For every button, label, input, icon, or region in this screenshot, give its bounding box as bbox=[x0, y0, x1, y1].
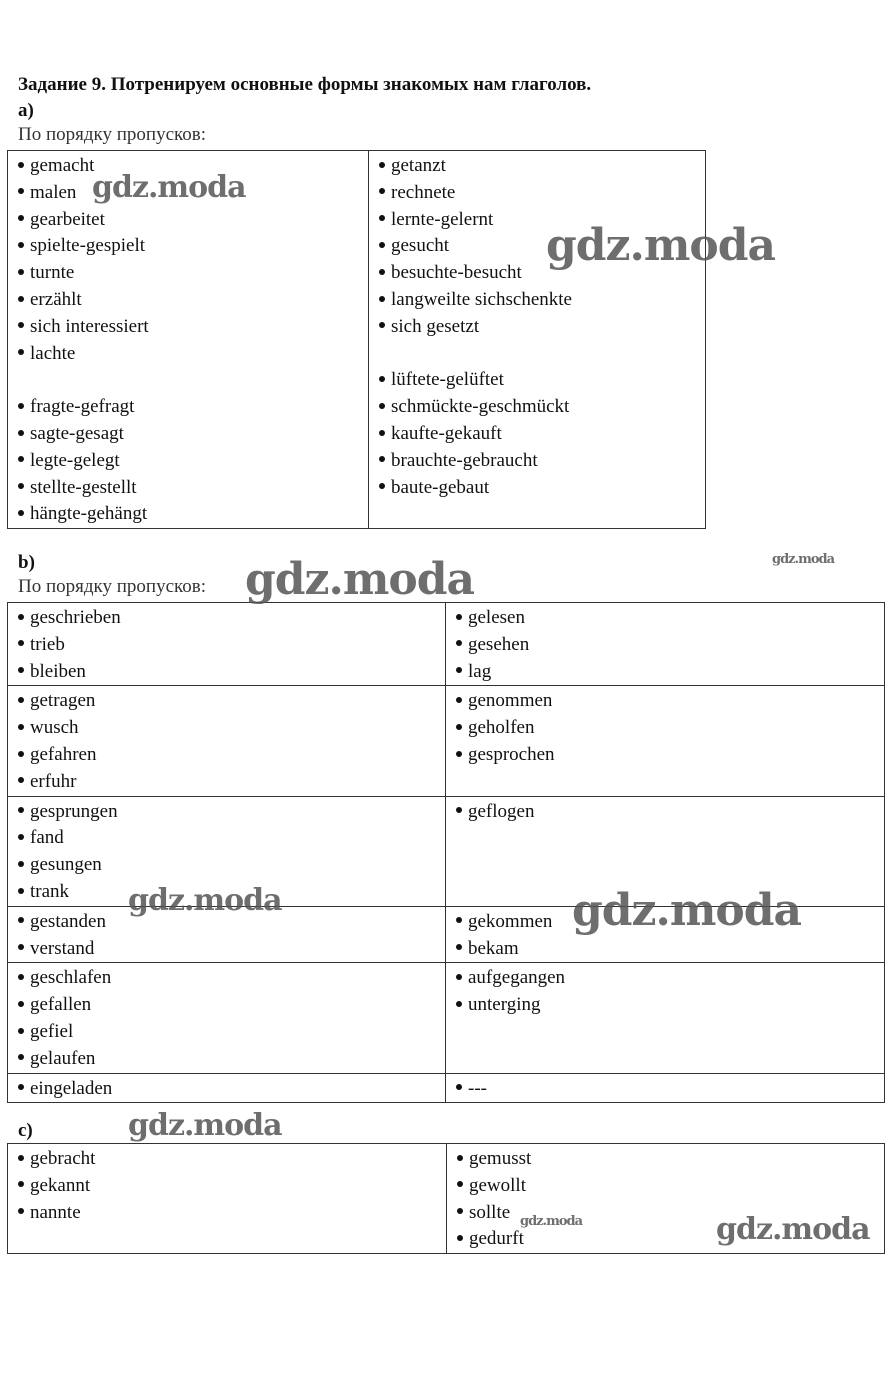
list-item-text: lachte bbox=[30, 342, 76, 364]
bullet-icon bbox=[18, 724, 24, 730]
list-item-text: stellte-gestellt bbox=[30, 476, 137, 498]
list-item bbox=[18, 632, 445, 659]
bullet-icon bbox=[457, 1208, 463, 1214]
list-item bbox=[456, 936, 884, 963]
bullet-icon bbox=[379, 456, 385, 462]
section-a-label: a) bbox=[18, 100, 34, 121]
list-item-text: besuchte-besucht bbox=[391, 262, 522, 284]
bullet-icon bbox=[379, 483, 385, 489]
list-item bbox=[18, 448, 368, 475]
list-item-text: --- bbox=[468, 1077, 487, 1099]
bullet-icon bbox=[18, 349, 24, 355]
list-item-text: gefahren bbox=[30, 743, 97, 765]
bullet-icon bbox=[18, 777, 24, 783]
section-c-label: c) bbox=[18, 1120, 33, 1141]
bullet-icon bbox=[18, 834, 24, 840]
list-item-text: unterging bbox=[468, 994, 541, 1016]
list-item-text: gemacht bbox=[30, 155, 95, 176]
list-item bbox=[18, 799, 445, 826]
list-item bbox=[18, 852, 445, 879]
list-item-text: langweilte sichschenkte bbox=[391, 288, 572, 310]
watermark-logo: gdz.moda bbox=[128, 1108, 282, 1143]
list-item bbox=[18, 742, 445, 769]
section-b-row-2-left bbox=[8, 686, 446, 796]
list-item bbox=[379, 367, 705, 394]
list-item-text: gebracht bbox=[30, 1148, 96, 1169]
list-item-text: trank bbox=[30, 880, 70, 902]
list-item-text: schmückte-geschmückt bbox=[391, 396, 570, 418]
bullet-icon bbox=[18, 322, 24, 328]
watermark-logo: gdz.moda bbox=[546, 220, 776, 271]
bullet-icon bbox=[456, 751, 462, 757]
section-a-subhead: По порядку пропусков: bbox=[18, 124, 207, 145]
list-item bbox=[456, 605, 884, 632]
list-item-text: gedurft bbox=[469, 1228, 524, 1250]
section-b-row-5-right bbox=[446, 963, 885, 1073]
section-a-table bbox=[7, 150, 706, 529]
list-item-text: gekommen bbox=[468, 910, 553, 932]
list-item-text: gearbeitet bbox=[30, 208, 105, 230]
bullet-icon bbox=[18, 269, 24, 275]
list-item bbox=[18, 1046, 445, 1073]
bullet-icon bbox=[18, 242, 24, 248]
list-item-text: gelesen bbox=[468, 607, 525, 628]
bullet-icon bbox=[18, 483, 24, 489]
list-item bbox=[457, 1173, 884, 1200]
list-item-text: getragen bbox=[30, 690, 96, 712]
list-item-text: gefallen bbox=[30, 994, 92, 1016]
list-item-text: kaufte-gekauft bbox=[391, 422, 502, 444]
bullet-icon bbox=[457, 1155, 463, 1161]
list-item bbox=[18, 421, 368, 448]
watermark-logo: gdz.moda bbox=[572, 885, 802, 936]
bullet-icon bbox=[18, 188, 24, 194]
section-a-right-cell bbox=[369, 151, 706, 529]
list-item bbox=[18, 1173, 446, 1200]
list-item bbox=[18, 260, 368, 287]
list-item-text: rechnete bbox=[391, 181, 456, 203]
bullet-icon bbox=[18, 456, 24, 462]
bullet-icon bbox=[379, 403, 385, 409]
bullet-icon bbox=[456, 1084, 462, 1090]
list-item bbox=[379, 153, 705, 180]
list-item bbox=[18, 475, 368, 502]
list-item-text: malen bbox=[30, 181, 77, 203]
list-item-text: spielte-gespielt bbox=[30, 235, 146, 257]
list-item bbox=[18, 992, 445, 1019]
bullet-icon bbox=[18, 1028, 24, 1034]
list-item-text: gestanden bbox=[30, 910, 106, 932]
list-item bbox=[18, 659, 445, 686]
list-item-text: geflogen bbox=[468, 800, 535, 822]
bullet-icon bbox=[456, 917, 462, 923]
list-item-text: gewollt bbox=[469, 1174, 526, 1196]
section-b-row-1-right bbox=[446, 603, 885, 686]
list-item-text: bleiben bbox=[30, 660, 86, 682]
watermark-logo: gdz.moda bbox=[716, 1212, 870, 1247]
bullet-icon bbox=[379, 376, 385, 382]
watermark-logo: gdz.moda bbox=[128, 883, 282, 918]
bullet-icon bbox=[18, 510, 24, 516]
list-item-text: geholfen bbox=[468, 717, 535, 739]
list-item bbox=[18, 341, 368, 368]
list-item-text: genommen bbox=[468, 690, 553, 712]
bullet-icon bbox=[18, 697, 24, 703]
bullet-icon bbox=[18, 614, 24, 620]
list-item bbox=[18, 688, 445, 715]
list-item bbox=[18, 825, 445, 852]
bullet-icon bbox=[18, 296, 24, 302]
list-item-text: fand bbox=[30, 827, 64, 849]
list-item-text: sich interessiert bbox=[30, 315, 149, 337]
list-item-text: bekam bbox=[468, 937, 519, 959]
list-item bbox=[18, 936, 445, 963]
section-b-row-5-left bbox=[8, 963, 446, 1073]
bullet-icon bbox=[18, 1208, 24, 1214]
list-item-text: nannte bbox=[30, 1201, 81, 1223]
bullet-icon bbox=[18, 917, 24, 923]
section-b-row-2-right bbox=[446, 686, 885, 796]
section-b-table bbox=[7, 602, 885, 1103]
list-item bbox=[379, 314, 705, 341]
list-item bbox=[456, 742, 884, 769]
list-item-text: gelaufen bbox=[30, 1047, 96, 1069]
bullet-icon bbox=[18, 861, 24, 867]
list-item bbox=[379, 421, 705, 448]
list-item-text: geschlafen bbox=[30, 967, 112, 989]
list-item bbox=[18, 1200, 446, 1227]
list-item bbox=[456, 1076, 884, 1103]
bullet-icon bbox=[457, 1181, 463, 1187]
list-item-text: brauchte-gebraucht bbox=[391, 449, 538, 471]
bullet-icon bbox=[18, 888, 24, 894]
list-item-text: gekannt bbox=[30, 1174, 91, 1196]
bullet-icon bbox=[18, 162, 24, 168]
list-item-text: geschrieben bbox=[30, 607, 121, 628]
list-item bbox=[18, 233, 368, 260]
list-item bbox=[18, 1146, 446, 1173]
list-item bbox=[379, 475, 705, 502]
list-item bbox=[379, 287, 705, 314]
list-item bbox=[18, 1019, 445, 1046]
watermark-logo: gdz.moda bbox=[245, 554, 475, 605]
section-a-left-cell bbox=[8, 151, 369, 529]
list-item-text: legte-gelegt bbox=[30, 449, 120, 471]
watermark-logo: gdz.moda bbox=[92, 170, 246, 205]
section-b-row-1-left bbox=[8, 603, 446, 686]
list-item bbox=[18, 715, 445, 742]
bullet-icon bbox=[18, 640, 24, 646]
list-item bbox=[18, 965, 445, 992]
section-b-label: b) bbox=[18, 552, 35, 573]
bullet-icon bbox=[18, 751, 24, 757]
bullet-icon bbox=[379, 430, 385, 436]
section-b-subhead: По порядку пропусков: bbox=[18, 576, 207, 597]
bullet-icon bbox=[18, 667, 24, 673]
bullet-icon bbox=[18, 1054, 24, 1060]
list-item-text: gesehen bbox=[468, 633, 530, 655]
bullet-icon bbox=[456, 614, 462, 620]
list-item-text: eingeladen bbox=[30, 1077, 113, 1099]
bullet-icon bbox=[18, 944, 24, 950]
list-item bbox=[18, 501, 368, 528]
section-c-left-cell bbox=[8, 1144, 447, 1254]
list-item-text: verstand bbox=[30, 937, 95, 959]
list-item-text: gesprochen bbox=[468, 743, 555, 765]
bullet-icon bbox=[18, 1001, 24, 1007]
bullet-icon bbox=[379, 188, 385, 194]
list-item-text: gesucht bbox=[391, 235, 450, 257]
list-item bbox=[379, 448, 705, 475]
list-item-text: sagte-gesagt bbox=[30, 422, 124, 444]
bullet-icon bbox=[18, 215, 24, 221]
bullet-icon bbox=[18, 403, 24, 409]
list-item bbox=[456, 688, 884, 715]
list-spacer bbox=[379, 341, 705, 368]
list-item-text: lernte-gelernt bbox=[391, 208, 494, 230]
bullet-icon bbox=[379, 296, 385, 302]
list-item-text: erzählt bbox=[30, 288, 82, 310]
list-item bbox=[18, 207, 368, 234]
list-item-text: sollte bbox=[469, 1201, 511, 1223]
bullet-icon bbox=[379, 242, 385, 248]
section-b-row-6-right bbox=[446, 1073, 885, 1103]
bullet-icon bbox=[456, 1001, 462, 1007]
list-item-text: lag bbox=[468, 660, 492, 682]
list-item-text: hängte-gehängt bbox=[30, 503, 148, 525]
bullet-icon bbox=[456, 944, 462, 950]
list-item bbox=[18, 287, 368, 314]
list-item bbox=[18, 314, 368, 341]
list-item-text: getanzt bbox=[391, 155, 446, 176]
bullet-icon bbox=[456, 667, 462, 673]
bullet-icon bbox=[18, 974, 24, 980]
list-item-text: fragte-gefragt bbox=[30, 396, 135, 418]
list-item bbox=[18, 769, 445, 796]
bullet-icon bbox=[18, 1181, 24, 1187]
list-item-text: gesungen bbox=[30, 854, 102, 876]
bullet-icon bbox=[379, 322, 385, 328]
watermark-logo: gdz.moda bbox=[772, 552, 835, 567]
task-title: Задание 9. Потренируем основные формы знакомых нам глаголов. bbox=[18, 74, 592, 95]
list-item bbox=[456, 715, 884, 742]
bullet-icon bbox=[379, 162, 385, 168]
bullet-icon bbox=[456, 974, 462, 980]
list-item-text: aufgegangen bbox=[468, 967, 566, 989]
list-item bbox=[18, 394, 368, 421]
list-item bbox=[379, 394, 705, 421]
list-item-text: baute-gebaut bbox=[391, 476, 490, 498]
bullet-icon bbox=[18, 430, 24, 436]
list-item-text: gemusst bbox=[469, 1148, 532, 1169]
bullet-icon bbox=[18, 807, 24, 813]
bullet-icon bbox=[456, 640, 462, 646]
bullet-icon bbox=[379, 215, 385, 221]
list-item bbox=[18, 1076, 445, 1103]
list-item-text: gesprungen bbox=[30, 800, 118, 822]
list-item-text: trieb bbox=[30, 633, 65, 655]
list-item bbox=[456, 965, 884, 992]
list-item bbox=[456, 659, 884, 686]
list-item bbox=[456, 632, 884, 659]
list-item-text: turnte bbox=[30, 262, 75, 284]
bullet-icon bbox=[456, 724, 462, 730]
bullet-icon bbox=[456, 807, 462, 813]
list-item-text: wusch bbox=[30, 717, 79, 739]
bullet-icon bbox=[18, 1155, 24, 1161]
bullet-icon bbox=[18, 1084, 24, 1090]
list-item bbox=[18, 605, 445, 632]
bullet-icon bbox=[456, 697, 462, 703]
bullet-icon bbox=[457, 1235, 463, 1241]
watermark-logo: gdz.moda bbox=[520, 1214, 583, 1229]
list-item bbox=[456, 799, 884, 826]
list-item bbox=[379, 180, 705, 207]
bullet-icon bbox=[379, 269, 385, 275]
list-item-text: gefiel bbox=[30, 1020, 74, 1042]
section-b-row-6-left bbox=[8, 1073, 446, 1103]
list-spacer bbox=[18, 367, 368, 394]
list-item bbox=[456, 992, 884, 1019]
list-item-text: sich gesetzt bbox=[391, 315, 480, 337]
list-item bbox=[457, 1146, 884, 1173]
list-item-text: lüftete-gelüftet bbox=[391, 369, 504, 391]
list-item-text: erfuhr bbox=[30, 770, 77, 792]
